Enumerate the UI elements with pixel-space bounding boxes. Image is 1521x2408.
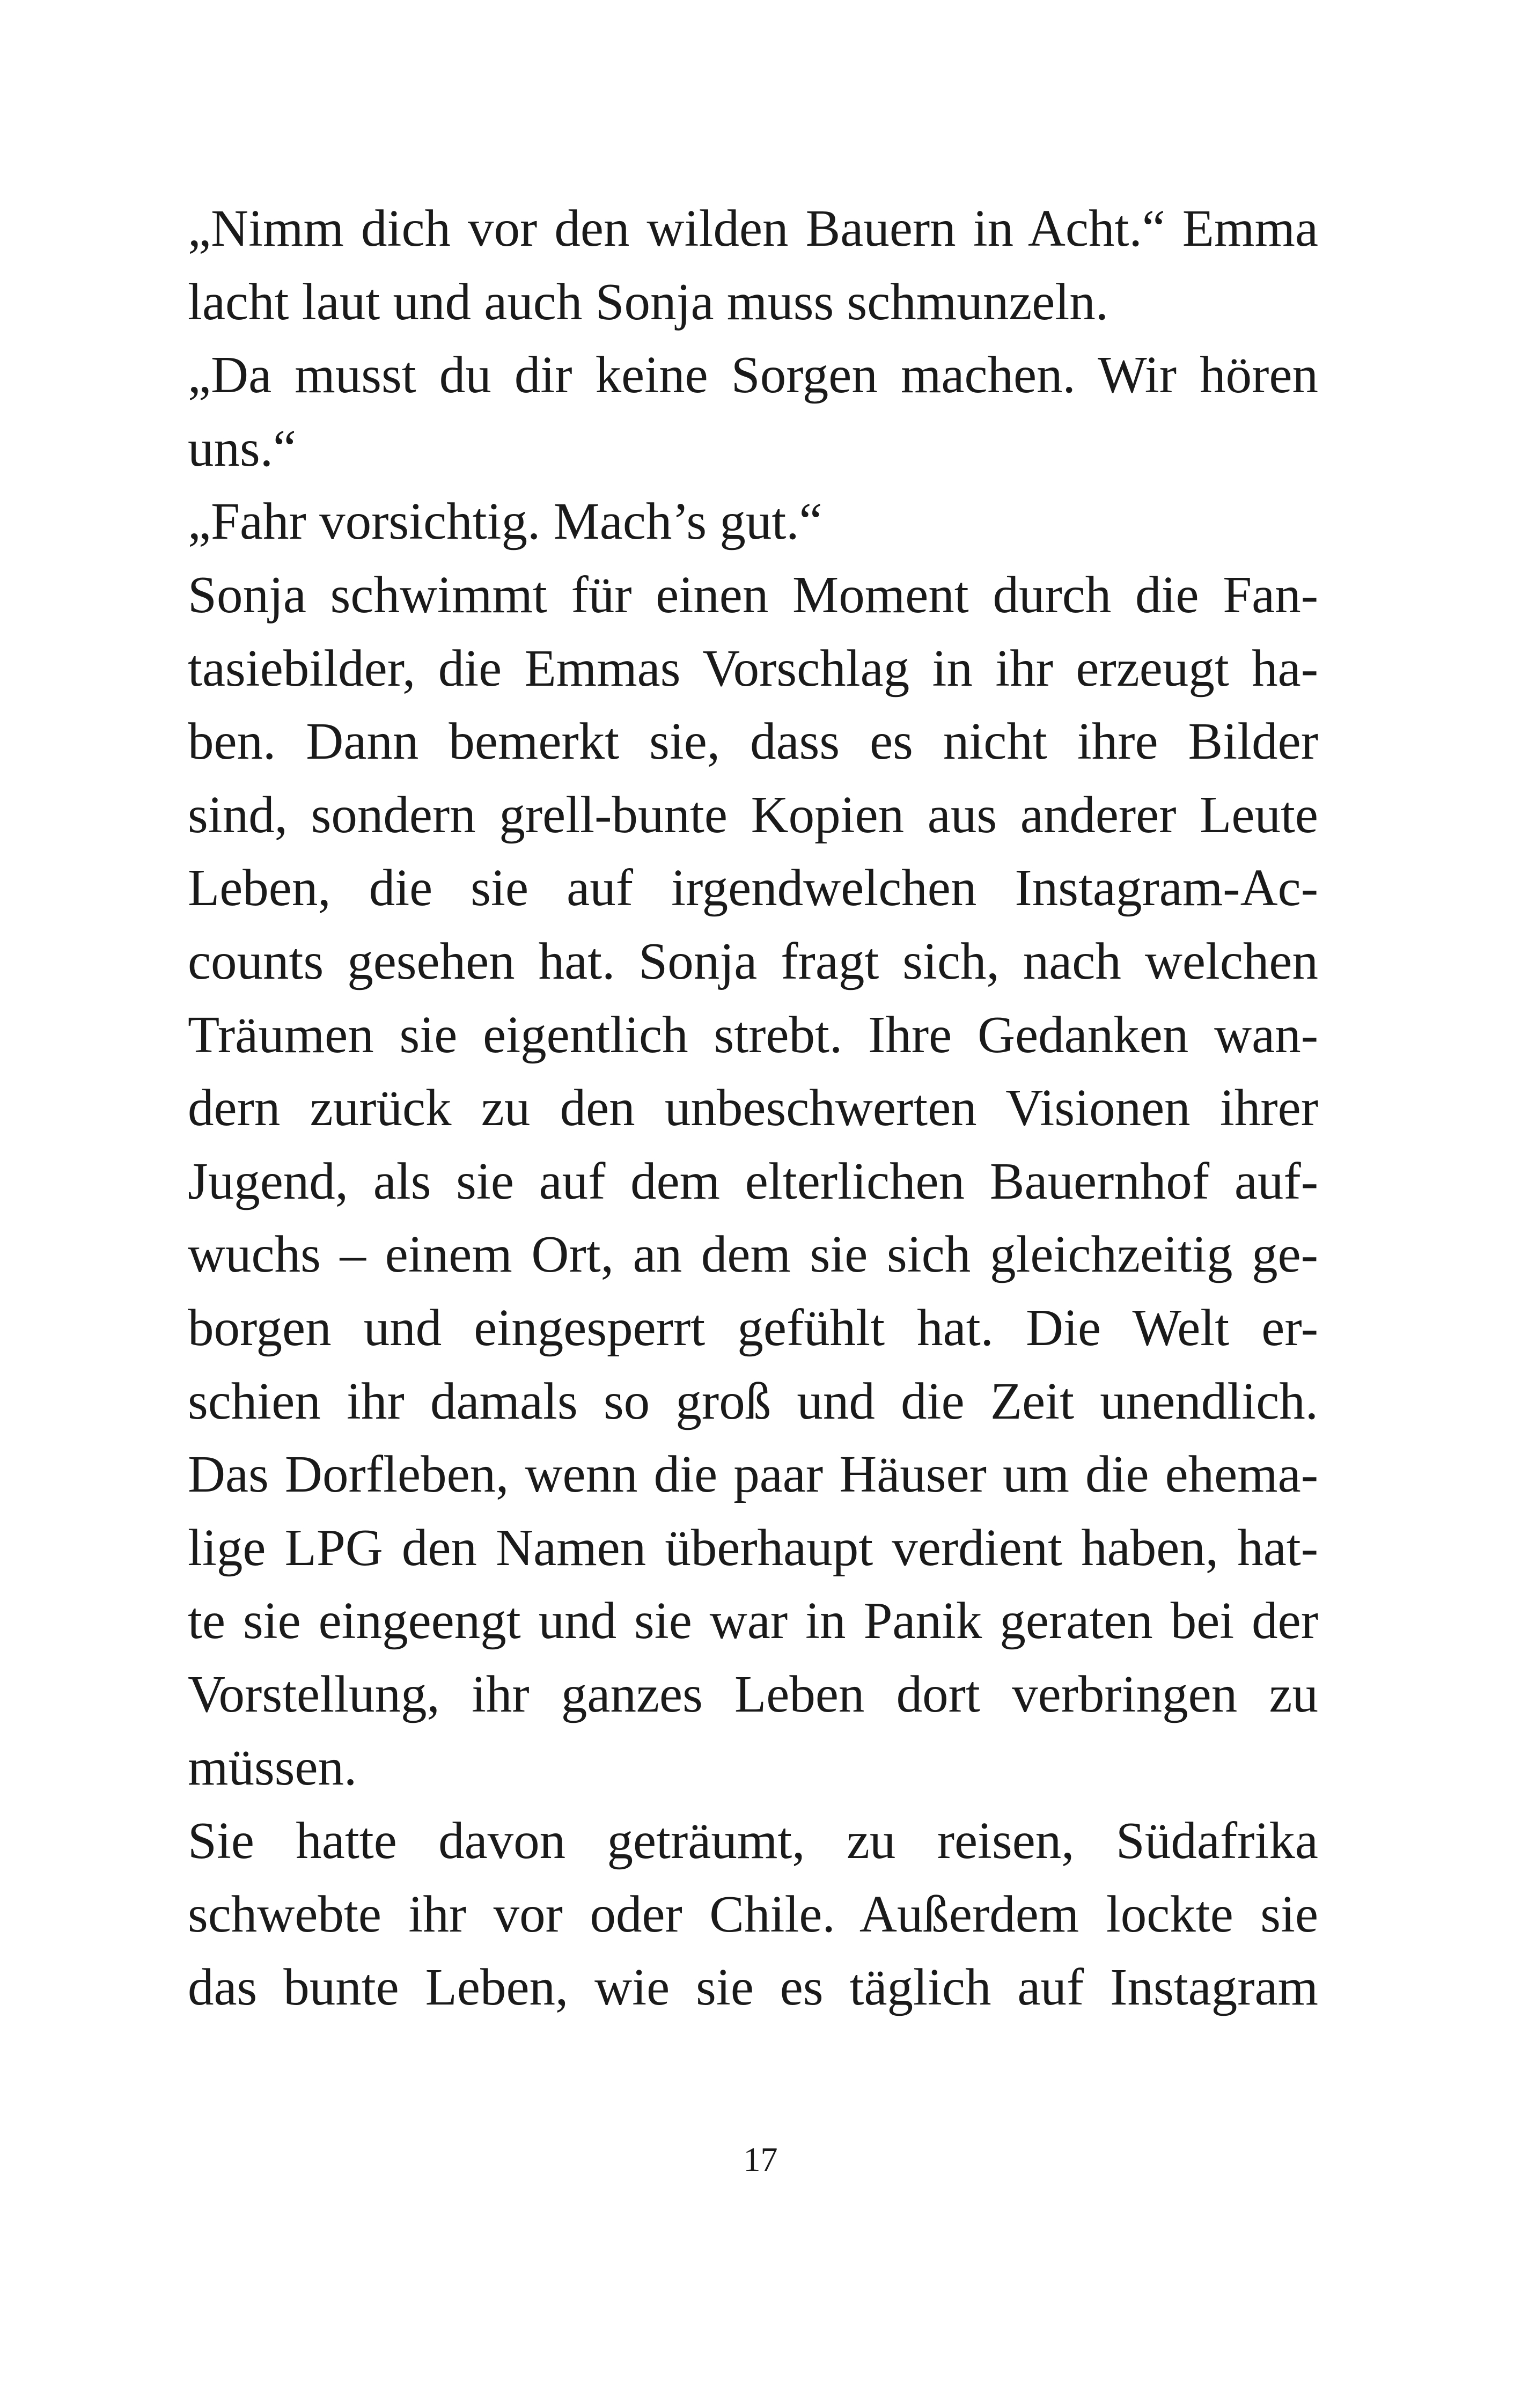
text-line: lige LPG den Namen überhaupt verdient haben, hat- bbox=[188, 1518, 1318, 1576]
text-line: schien ihr damals so groß und die Zeit unendlich. bbox=[188, 1372, 1318, 1430]
text-line: lacht laut und auch Sonja muss schmunzeln. bbox=[188, 273, 1109, 331]
text-line: schwebte ihr vor oder Chile. Außerdem lockte sie bbox=[188, 1885, 1318, 1943]
text-line: tasiebilder, die Emmas Vorschlag in ihr erzeugt ha- bbox=[188, 639, 1318, 697]
text-line: „Da musst du dir keine Sorgen machen. Wir hören bbox=[188, 346, 1318, 404]
text-line: „Nimm dich vor den wilden Bauern in Acht.“ Emma bbox=[188, 200, 1318, 257]
text-line: Leben, die sie auf irgendwelchen Instagram-Ac- bbox=[188, 859, 1318, 917]
text-line: wuchs – einem Ort, an dem sie sich gleichzeitig ge- bbox=[188, 1225, 1318, 1283]
text-line: Sonja schwimmt für einen Moment durch die Fan- bbox=[188, 566, 1318, 623]
text-line: dern zurück zu den unbeschwerten Visionen ihrer bbox=[188, 1079, 1318, 1137]
text-line: Vorstellung, ihr ganzes Leben dort verbringen zu bbox=[188, 1665, 1318, 1723]
text-line: „Fahr vorsichtig. Mach’s gut.“ bbox=[188, 493, 822, 550]
text-line: counts gesehen hat. Sonja fragt sich, nach welchen bbox=[188, 932, 1318, 990]
text-line: müssen. bbox=[188, 1738, 357, 1796]
text-line: Sie hatte davon geträumt, zu reisen, Südafrika bbox=[188, 1812, 1318, 1870]
text-line: borgen und eingesperrt gefühlt hat. Die Welt er- bbox=[188, 1298, 1318, 1356]
text-line: Jugend, als sie auf dem elterlichen Bauernhof auf- bbox=[188, 1152, 1318, 1210]
text-line: te sie eingeengt und sie war in Panik geraten bei der bbox=[188, 1592, 1318, 1650]
text-line: das bunte Leben, wie sie es täglich auf Instagram bbox=[188, 1958, 1318, 2016]
body-text bbox=[188, 192, 1318, 2024]
text-line: Träumen sie eigentlich strebt. Ihre Gedanken wan- bbox=[188, 1005, 1318, 1063]
text-line: Das Dorfleben, wenn die paar Häuser um die ehema- bbox=[188, 1445, 1318, 1503]
text-line: sind, sondern grell-bunte Kopien aus anderer Leute bbox=[188, 785, 1318, 843]
text-line: uns.“ bbox=[188, 419, 297, 477]
page-number: 17 bbox=[743, 2140, 778, 2178]
text-line: ben. Dann bemerkt sie, dass es nicht ihre Bilder bbox=[188, 713, 1318, 770]
